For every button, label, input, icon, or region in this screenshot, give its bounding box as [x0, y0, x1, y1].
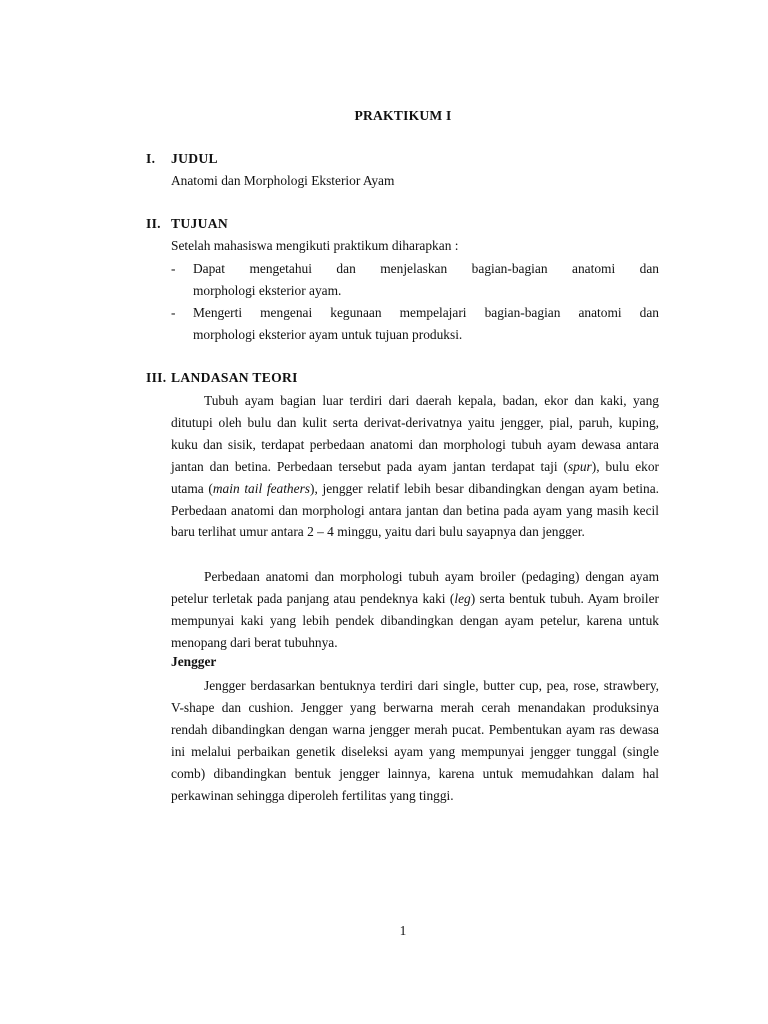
page-number: 1: [399, 923, 407, 938]
bullet-2-line-2: morphologi eksterior ayam untuk tujuan produksi.: [193, 327, 463, 342]
section-title: JUDUL: [171, 151, 218, 166]
section-title: LANDASAN TEORI: [171, 370, 298, 385]
landasan-paragraph-2: [171, 566, 659, 654]
section-number: II.: [146, 216, 161, 231]
paragraph-text: ), bulu ekor utama (: [171, 458, 659, 496]
bullet-1-line-1: Dapat mengetahui dan menjelaskan bagian-bagian anatomi dan: [193, 261, 659, 276]
paragraph-text: ), jengger relatif lebih besar dibandingkan dengan ayam betina. Perbedaan anatomi dan morphologi antara jantan dan betina pada ayam yang masih kecil baru terlihat umur antara 2 – 4 minggu, yaitu dari bulu sayapnya dan jengger.: [171, 480, 659, 540]
paragraph-text: Tubuh ayam bagian luar terdiri dari daerah kepala, badan, ekor dan kaki, yang ditutupi oleh bulu dan kulit serta derivat-derivatnya yaitu jengger, pial, paruh, kuping, kuku dan sisik, terdapat perbedaan anatomi dan morphologi tubuh ayam dewasa antara jantan dan betina. Perbedaan tersebut pada ayam jantan terdapat taji (: [171, 393, 659, 474]
landasan-paragraph-1: [171, 390, 659, 543]
section-tujuan-heading: [146, 216, 228, 232]
subheading-jengger: Jengger: [171, 654, 217, 669]
italic-term-leg: leg: [454, 590, 471, 606]
bullet-1-line-2: morphologi eksterior ayam.: [193, 283, 342, 298]
tujuan-intro: Setelah mahasiswa mengikuti praktikum diharapkan :: [171, 238, 459, 253]
section-number: III.: [146, 370, 167, 385]
judul-text: Anatomi dan Morphologi Eksterior Ayam: [171, 173, 395, 188]
section-landasan-heading: [146, 370, 298, 386]
italic-term-spur: spur: [567, 458, 592, 474]
document-title: PRAKTIKUM I: [354, 108, 452, 123]
landasan-paragraph-3: Jengger berdasarkan bentuknya terdiri dari single, butter cup, pea, rose, strawbery, V-shape dan cushion. Jengger yang berwarna merah cerah menandakan produksinya rendah dibandingkan dengan warna jengger merah pucat. Pembentukan ayam ras dewasa ini melalui perbaikan genetik diseleksi ayam yang mempunyai jengger tunggal (single comb) dibandingkan bentuk jengger lainnya, karena untuk memudahkan dalam hal perkawinan sehingga diperoleh fertilitas yang tinggi.: [171, 678, 659, 803]
paragraph-text: ) serta bentuk tubuh. Ayam broiler mempunyai kaki yang lebih pendek dibandingkan dengan ayam petelur, karena untuk menopang dari berat tubuhnya.: [171, 590, 659, 650]
bullet-marker: -: [171, 305, 176, 320]
paragraph-text: Perbedaan anatomi dan morphologi tubuh ayam broiler (pedaging) dengan ayam petelur terletak pada panjang atau pendeknya kaki (: [171, 569, 659, 606]
section-judul-heading: [146, 151, 218, 167]
italic-term-main-tail-feathers: main tail feathers: [212, 480, 310, 496]
bullet-marker: -: [171, 261, 176, 276]
section-title: TUJUAN: [171, 216, 228, 231]
bullet-2-line-1: Mengerti mengenai kegunaan mempelajari bagian-bagian anatomi dan: [193, 305, 659, 320]
section-number: I.: [146, 151, 156, 166]
